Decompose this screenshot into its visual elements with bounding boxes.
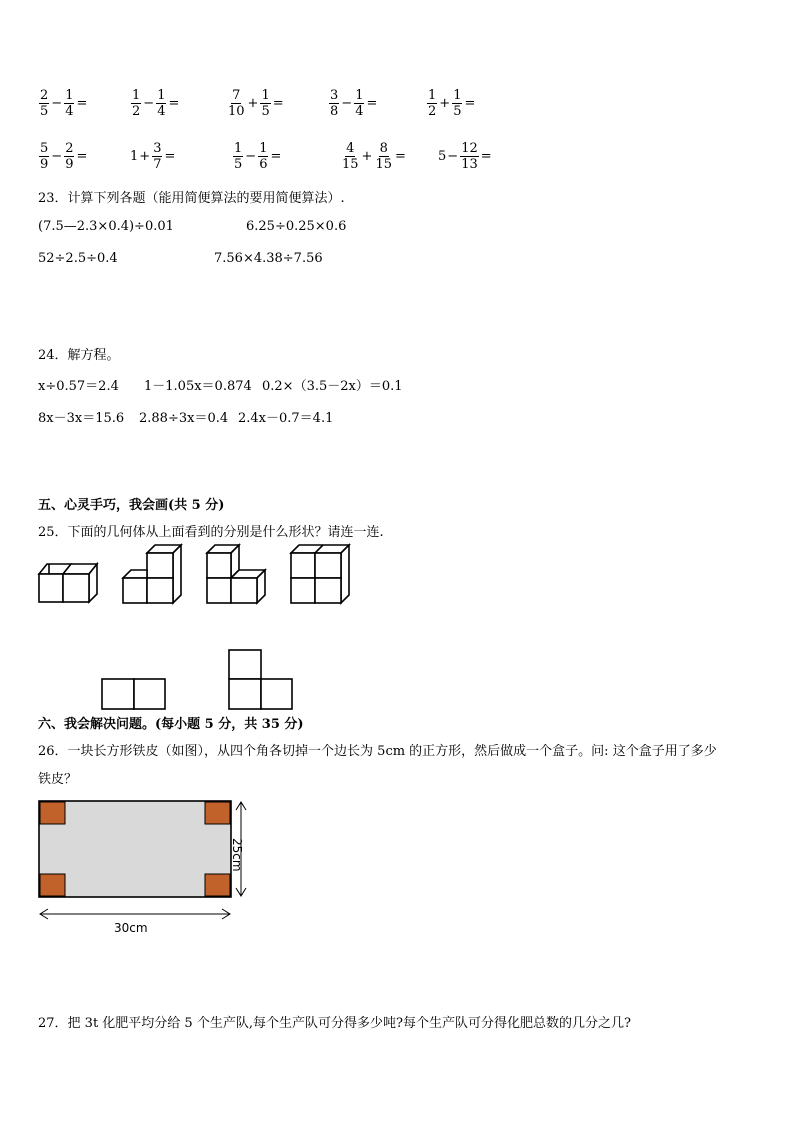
- fraction-expression: [38, 88, 88, 119]
- denominator: 2: [428, 104, 437, 119]
- q24-equation: 2.88÷3x＝0.4: [139, 411, 229, 426]
- operator: +: [439, 96, 451, 111]
- denominator: 5: [261, 104, 270, 119]
- denominator: 13: [461, 157, 478, 172]
- denominator: 8: [330, 104, 339, 119]
- denominator: 15: [342, 157, 359, 172]
- q24-equation: 2.4x－0.7＝4.1: [238, 411, 334, 426]
- whole-number: 1: [130, 149, 139, 164]
- question-23-title: 23．计算下列各题（能用简便算法的要用简便算法）.: [38, 191, 345, 206]
- numerator: 1: [65, 88, 74, 103]
- numerator: 1: [157, 88, 166, 103]
- fraction-expression: [38, 141, 88, 172]
- operator: +: [139, 149, 151, 164]
- equals-sign: =: [164, 149, 176, 164]
- numerator: 1: [428, 88, 437, 103]
- q23-item: 52÷2.5÷0.4: [38, 251, 118, 266]
- fraction-expression: [340, 141, 407, 172]
- numerator: 12: [461, 141, 478, 156]
- denominator: 5: [40, 104, 49, 119]
- fraction-expression: [232, 141, 282, 172]
- numerator: 1: [234, 141, 243, 156]
- top-view-shape-1: [101, 677, 167, 711]
- numerator: 2: [40, 88, 49, 103]
- fraction-expression: [130, 88, 180, 119]
- denominator: 10: [228, 104, 245, 119]
- fraction-expression: [226, 88, 285, 119]
- solid-figure-1: [37, 560, 101, 604]
- solid-figure-4: [289, 543, 353, 605]
- equals-sign: =: [76, 96, 88, 111]
- fraction-expression: [130, 141, 176, 172]
- equals-sign: =: [76, 149, 88, 164]
- operator: −: [143, 96, 155, 111]
- question-27-title: 27．把 3t 化肥平均分给 5 个生产队,每个生产队可分得多少吨?每个生产队可分得化肥总数的几分之几?: [38, 1016, 631, 1031]
- denominator: 7: [153, 157, 162, 172]
- denominator: 6: [259, 157, 268, 172]
- equals-sign: =: [366, 96, 378, 111]
- numerator: 1: [259, 141, 268, 156]
- equals-sign: =: [168, 96, 180, 111]
- q23-item: 6.25÷0.25×0.6: [246, 219, 347, 234]
- denominator: 4: [157, 104, 166, 119]
- question-26-title-continued: 铁皮？: [38, 772, 78, 787]
- numerator: 5: [40, 141, 49, 156]
- height-label: 25cm: [230, 838, 244, 872]
- numerator: 3: [153, 141, 162, 156]
- numerator: 2: [65, 141, 74, 156]
- equals-sign: =: [480, 149, 492, 164]
- cut-corner-square: [205, 802, 230, 824]
- cut-corner-square: [40, 874, 65, 896]
- operator: −: [341, 96, 353, 111]
- numerator: 7: [232, 88, 241, 103]
- q23-item: 7.56×4.38÷7.56: [214, 251, 323, 266]
- numerator: 1: [261, 88, 270, 103]
- solid-figure-2: [121, 543, 185, 605]
- denominator: 2: [132, 104, 141, 119]
- denominator: 15: [375, 157, 392, 172]
- denominator: 4: [65, 104, 74, 119]
- operator: −: [51, 149, 63, 164]
- solid-figure-3: [205, 543, 269, 605]
- denominator: 9: [40, 157, 49, 172]
- whole-number: 5: [438, 149, 447, 164]
- fraction-expression: [328, 88, 378, 119]
- denominator: 4: [355, 104, 364, 119]
- top-view-shape-2: [228, 648, 294, 711]
- equals-sign: =: [464, 96, 476, 111]
- equals-sign: =: [270, 149, 282, 164]
- operator: −: [51, 96, 63, 111]
- question-24-title: 24．解方程。: [38, 348, 120, 363]
- operator: +: [247, 96, 259, 111]
- fraction-expression: [426, 88, 476, 119]
- q24-equation: 8x－3x＝15.6: [38, 411, 125, 426]
- fraction-expression: [438, 141, 493, 172]
- operator: −: [447, 149, 459, 164]
- width-label: 30cm: [114, 921, 148, 935]
- q24-equation: 1－1.05x＝0.874: [144, 379, 252, 394]
- numerator: 1: [132, 88, 141, 103]
- operator: −: [245, 149, 257, 164]
- denominator: 9: [65, 157, 74, 172]
- section-5-heading: 五、心灵手巧，我会画(共 5 分): [38, 498, 225, 513]
- section-6-heading: 六、我会解决问题。(每小题 5 分，共 35 分): [38, 717, 304, 732]
- iron-sheet-diagram: [36, 798, 256, 938]
- numerator: 4: [346, 141, 355, 156]
- operator: +: [361, 149, 373, 164]
- denominator: 5: [234, 157, 243, 172]
- q24-equation: x÷0.57＝2.4: [38, 379, 119, 394]
- iron-sheet-rectangle: [39, 801, 231, 897]
- numerator: 1: [453, 88, 462, 103]
- cut-corner-square: [40, 802, 65, 824]
- equals-sign: =: [395, 149, 406, 164]
- question-26-title: 26．一块长方形铁皮（如图），从四个角各切掉一个边长为 5cm 的正方形，然后做成一个盒子。问: 这个盒子用了多少: [38, 744, 717, 759]
- numerator: 8: [379, 141, 388, 156]
- equals-sign: =: [272, 96, 284, 111]
- question-25-title: 25．下面的几何体从上面看到的分别是什么形状？请连一连.: [38, 525, 384, 540]
- numerator: 1: [355, 88, 364, 103]
- q24-equation: 0.2×（3.5－2x）＝0.1: [262, 379, 403, 394]
- denominator: 5: [453, 104, 462, 119]
- numerator: 3: [330, 88, 339, 103]
- q23-item: (7.5—2.3×0.4)÷0.01: [38, 219, 174, 234]
- cut-corner-square: [205, 874, 230, 896]
